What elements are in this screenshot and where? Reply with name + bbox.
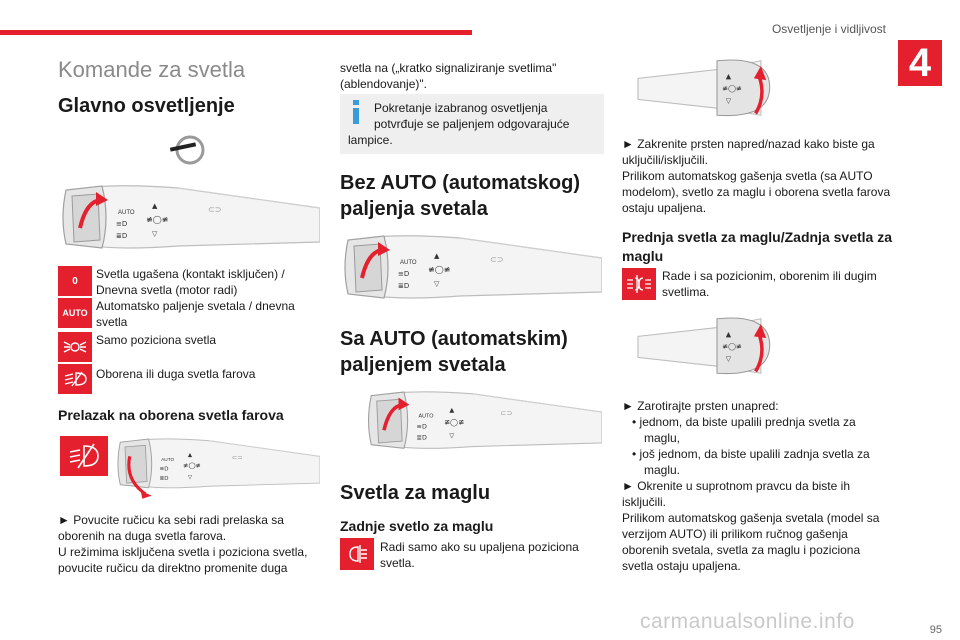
list-item: • još jednom, da biste upalili zadnja svetla za maglu. bbox=[632, 447, 870, 477]
auto-icon: AUTO bbox=[58, 298, 92, 328]
info-text-tail: lampice. bbox=[348, 133, 393, 147]
paragraph: Prilikom automatskog gašenja svetala (model sa verzijom AUTO) ili prilikom ručnog gašenja oborenih svetala, svetla za maglu i poziciona svetla ostaju upaljena. bbox=[622, 511, 880, 573]
section-heading-auto: Sa AUTO (automatskim) paljenjem svetala bbox=[340, 328, 568, 376]
light-stalk-illustration bbox=[58, 178, 320, 260]
off-icon: 0 bbox=[58, 266, 92, 296]
legend-row-position bbox=[58, 332, 328, 366]
legend-text: Svetla ugašena (kontakt isključen) / Dnevna svetla (motor radi) bbox=[96, 267, 285, 297]
section-heading-manual: Bez AUTO (automatskog) paljenja svetala bbox=[340, 172, 581, 220]
running-header: Osvetljenje i vidljivost bbox=[771, 22, 886, 36]
section-heading-main-lighting: Glavno osvetljenje bbox=[58, 95, 235, 117]
light-stalk-auto-illustration bbox=[364, 384, 602, 460]
svg-text:≢◯≢: ≢◯≢ bbox=[722, 341, 742, 351]
body-text-pull bbox=[58, 512, 328, 576]
rear-fog-text: Radi samo ako su upaljena poziciona svetla. bbox=[380, 540, 579, 570]
legend-text: Oborena ili duga svetla farova bbox=[96, 367, 256, 381]
top-accent-bar bbox=[0, 30, 472, 35]
paragraph: ► Zakrenite prsten napred/nazad kako biste ga uključili/isključili. bbox=[622, 137, 875, 167]
fog-ring-rotate-illustration bbox=[622, 310, 884, 382]
list-item-text: još jednom, da biste upalili zadnja svetla za maglu. bbox=[639, 447, 870, 477]
light-stalk-manual-illustration bbox=[340, 228, 602, 310]
headlamp-switch-icon bbox=[60, 436, 108, 476]
page-number: 95 bbox=[929, 624, 942, 636]
watermark: carmanualsonline.info bbox=[640, 610, 855, 633]
fog-text: Rade i sa pozicionim, oborenim ili dugim svetlima. bbox=[662, 269, 877, 299]
legend-text: Samo poziciona svetla bbox=[96, 333, 217, 347]
steering-wheel-icon bbox=[170, 134, 210, 166]
paragraph: U režimima isključena svetla i poziciona svetla, povucite ručicu da direktno promenite duga bbox=[58, 545, 308, 575]
list-item: • jednom, da biste upalili prednja svetla za maglu, bbox=[632, 415, 856, 445]
low-beam-icon bbox=[58, 364, 92, 394]
paragraph: ► Zarotirajte prsten unapred: bbox=[622, 399, 779, 413]
page-title: Komande za svetla bbox=[58, 57, 246, 82]
svg-text:▽: ▽ bbox=[725, 95, 732, 105]
legend-row-beam bbox=[58, 364, 328, 398]
legend-row-auto bbox=[58, 298, 328, 332]
paragraph: ► Povucite ručicu ka sebi radi prelaska sa oborenih na duga svetla farova. bbox=[58, 513, 284, 543]
section-heading-fog: Svetla za maglu bbox=[340, 482, 491, 504]
light-stalk-pull-illustration bbox=[114, 430, 320, 500]
subheading-front-rear-fog: Prednja svetla za maglu/Zadnja svetla za maglu bbox=[622, 229, 892, 264]
body-text-ring bbox=[622, 136, 892, 216]
paragraph: Prilikom automatskog gašenja svetla (sa AUTO modelom), svetlo za maglu i oborena svetla farova ostaju upaljena. bbox=[622, 169, 891, 215]
svg-text:▲: ▲ bbox=[725, 329, 732, 339]
list-item-text: jednom, da biste upalili prednja svetla za maglu, bbox=[639, 415, 856, 445]
subheading-low-beam: Prelazak na oborena svetla farova bbox=[58, 407, 284, 423]
front-rear-fog-icon bbox=[622, 268, 656, 300]
svg-text:▽: ▽ bbox=[725, 353, 732, 363]
svg-text:≢◯≢: ≢◯≢ bbox=[722, 83, 742, 93]
fog-ring-stalk-illustration bbox=[622, 52, 884, 124]
info-box bbox=[340, 94, 604, 154]
legend-text: Automatsko paljenje svetala / dnevna svetla bbox=[96, 299, 295, 329]
bullet-list bbox=[622, 414, 892, 478]
rear-fog-icon bbox=[340, 538, 374, 570]
position-lights-icon bbox=[58, 332, 92, 362]
info-icon bbox=[348, 100, 364, 124]
paragraph: ► Okrenite u suprotnom pravcu da biste ih isključili. bbox=[622, 479, 850, 509]
body-text-rotate bbox=[622, 398, 892, 574]
legend-row-off bbox=[58, 266, 328, 300]
subheading-rear-fog: Zadnje svetlo za maglu bbox=[340, 518, 494, 534]
svg-text:▲: ▲ bbox=[725, 71, 732, 81]
chapter-tab: 4 bbox=[898, 40, 942, 86]
info-text: Pokretanje izabranog osvetljenja potvrđuje se paljenjem odgovarajuće bbox=[374, 101, 570, 131]
continued-text: svetla na („kratko signaliziranje svetlima" (ablendovanje)". bbox=[340, 61, 557, 91]
